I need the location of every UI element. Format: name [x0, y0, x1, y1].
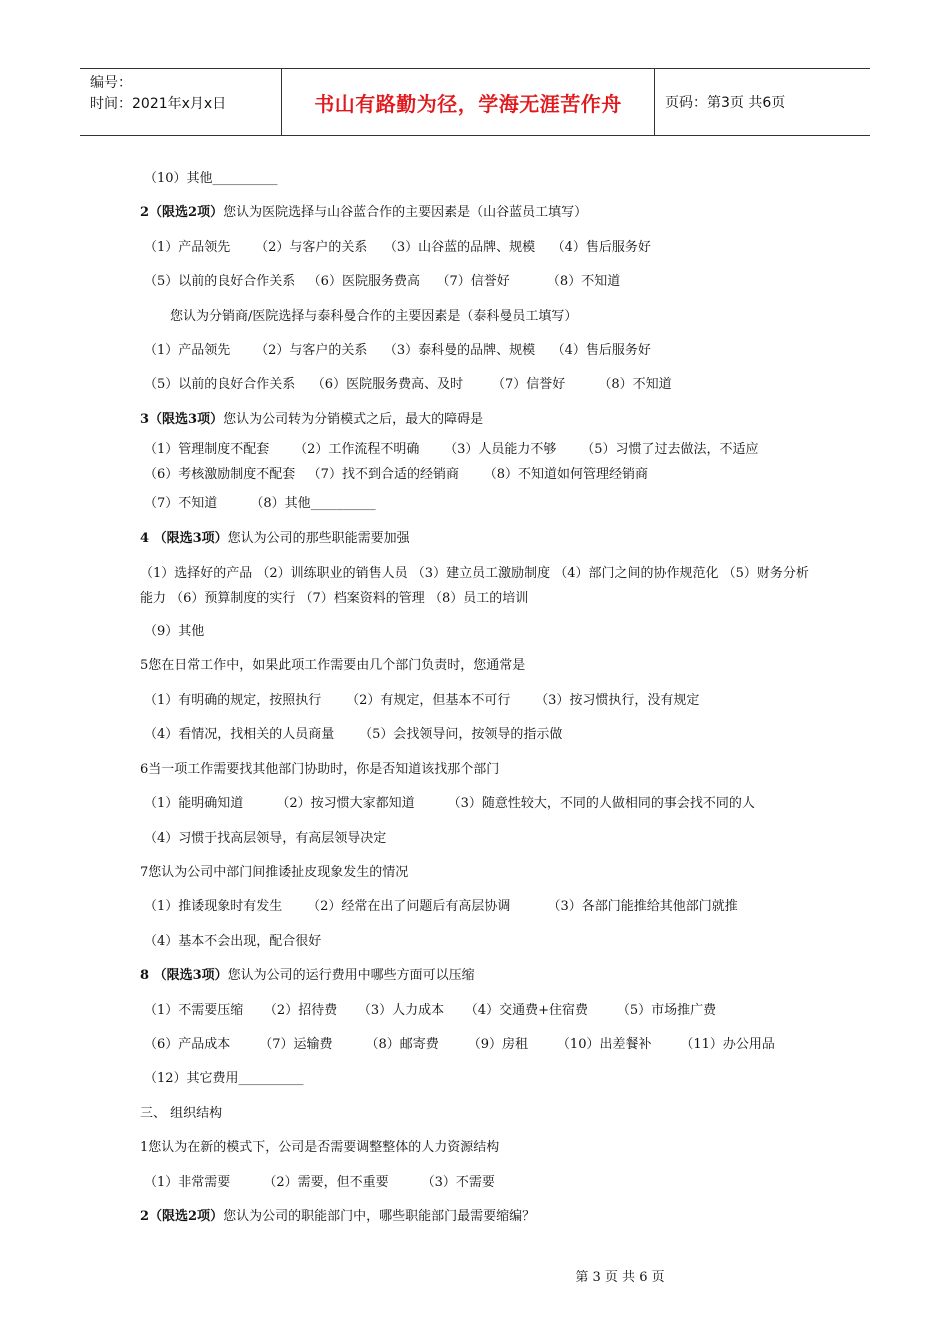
line-text: （6）产品成本 （7）运输费 （8）邮寄费 （9）房租 （10）出差餐补 （11）办公用品	[144, 1036, 775, 1052]
line-text: 6当一项工作需要找其他部门协助时，你是否知道该找那个部门	[140, 761, 500, 777]
line-text: 您认为医院选择与山谷蓝合作的主要因素是（山谷蓝员工填写）	[223, 205, 588, 221]
document-time-label: 时间：2021年x月x日	[90, 96, 227, 112]
header-meta	[80, 69, 282, 135]
line-text: 您认为公司的运行费用中哪些方面可以压缩	[227, 968, 475, 984]
line-text: （5）以前的良好合作关系 （6）医院服务费高、及时 （7）信誉好 （8）不知道	[144, 377, 672, 393]
questionnaire-line	[140, 684, 820, 718]
questionnaire-line	[140, 403, 820, 437]
question-limit-label: 2（限选2项）	[140, 205, 224, 221]
questionnaire-line	[140, 718, 820, 752]
line-text: （4）基本不会出现，配合很好	[144, 933, 322, 949]
questionnaire-line	[140, 462, 820, 487]
questionnaire-line	[140, 787, 820, 821]
questionnaire-line	[140, 1131, 820, 1165]
questionnaire-line	[140, 368, 820, 402]
line-text: （4）看情况，找相关的人员商量 （5）会找领导问，按领导的指示做	[144, 727, 563, 743]
questionnaire-line	[140, 300, 820, 334]
line-text: （1）非常需要 （2）需要，但不重要 （3）不需要	[144, 1174, 495, 1190]
line-text: 三、 组织结构	[140, 1105, 223, 1121]
line-text: 您认为公司的那些职能需要加强	[227, 530, 410, 546]
questionnaire-line	[140, 196, 820, 230]
line-text: 您认为分销商/医院选择与泰科曼合作的主要因素是（泰科曼员工填写）	[170, 308, 578, 324]
line-text: （1）管理制度不配套 （2）工作流程不明确 （3）人员能力不够 （5）习惯了过去做法，不适应	[144, 442, 759, 458]
line-text: （5）以前的良好合作关系 （6）医院服务费高 （7）信誉好 （8）不知道	[144, 274, 621, 290]
questionnaire-line	[140, 959, 820, 993]
questionnaire-line	[140, 1200, 820, 1234]
questionnaire-line	[140, 334, 820, 368]
line-text: （7）不知道 （8）其他__________	[144, 496, 376, 512]
questionnaire-line	[140, 753, 820, 787]
line-text: （1）推诿现象时有发生 （2）经常在出了问题后有高层协调 （3）各部门能推给其他部门就推	[144, 899, 738, 915]
line-text: （9）其他	[144, 624, 205, 640]
questionnaire-line	[140, 1028, 820, 1062]
questionnaire-line	[140, 561, 820, 611]
line-text: （12）其它费用__________	[144, 1071, 304, 1087]
page-footer: 第 3 页 共 6 页	[575, 1270, 665, 1285]
line-text: （1）不需要压缩 （2）招待费 （3）人力成本 （4）交通费+住宿费 （5）市场推广费	[144, 1002, 717, 1018]
document-number-label: 编号：	[90, 75, 132, 91]
questionnaire-line	[140, 437, 820, 462]
line-text: （6）考核激励制度不配套 （7）找不到合适的经销商 （8）不知道如何管理经销商	[144, 467, 649, 483]
questionnaire-body	[140, 162, 820, 1234]
line-text: （1）产品领先 （2）与客户的关系 （3）山谷蓝的品牌、规模 （4）售后服务好	[144, 239, 651, 255]
questionnaire-line	[140, 649, 820, 683]
line-text: （1）产品领先 （2）与客户的关系 （3）泰科曼的品牌、规模 （4）售后服务好	[144, 343, 651, 359]
questionnaire-line	[140, 994, 820, 1028]
questionnaire-line	[140, 856, 820, 890]
questionnaire-line	[140, 890, 820, 924]
question-limit-label: 4 （限选3项）	[140, 530, 228, 546]
questionnaire-line	[140, 265, 820, 299]
question-limit-label: 8 （限选3项）	[140, 968, 228, 984]
line-text: 您认为公司转为分销模式之后，最大的障碍是	[223, 411, 484, 427]
line-text: 您认为公司的职能部门中，哪些职能部门最需要缩编？	[223, 1208, 536, 1224]
line-text: 1您认为在新的模式下，公司是否需要调整整体的人力资源结构	[140, 1140, 500, 1156]
questionnaire-line	[140, 1166, 820, 1200]
questionnaire-line	[140, 162, 820, 196]
line-text: （1）选择好的产品 （2）训练职业的销售人员 （3）建立员工激励制度 （4）部门之间的协作规范化 （5）财务分析能力 （6）预算制度的实行 （7）档案资料的管理 （8）员工的培训	[140, 566, 809, 607]
header-motto: 书山有路勤为径，学海无涯苦作舟	[282, 69, 655, 135]
question-limit-label: 2（限选2项）	[140, 1208, 224, 1224]
questionnaire-line	[140, 231, 820, 265]
question-limit-label: 3（限选3项）	[140, 411, 224, 427]
questionnaire-line	[140, 925, 820, 959]
page-header	[80, 68, 870, 136]
line-text: 7您认为公司中部门间推诿扯皮现象发生的情况	[140, 864, 409, 880]
questionnaire-line	[140, 822, 820, 856]
line-text: 5您在日常工作中，如果此项工作需要由几个部门负责时，您通常是	[140, 658, 526, 674]
line-text: （1）能明确知道 （2）按习惯大家都知道 （3）随意性较大，不同的人做相同的事会找不同的人	[144, 796, 755, 812]
questionnaire-line	[140, 487, 820, 521]
line-text: （4）习惯于找高层领导，有高层领导决定	[144, 830, 387, 846]
questionnaire-line	[140, 522, 820, 556]
questionnaire-line	[140, 615, 820, 649]
line-text: （10）其他__________	[144, 171, 278, 186]
header-page-info: 页码：第3页 共6页	[665, 95, 786, 111]
questionnaire-line	[140, 1097, 820, 1131]
line-text: （1）有明确的规定，按照执行 （2）有规定，但基本不可行 （3）按习惯执行，没有规定	[144, 692, 700, 708]
questionnaire-line	[140, 1062, 820, 1096]
